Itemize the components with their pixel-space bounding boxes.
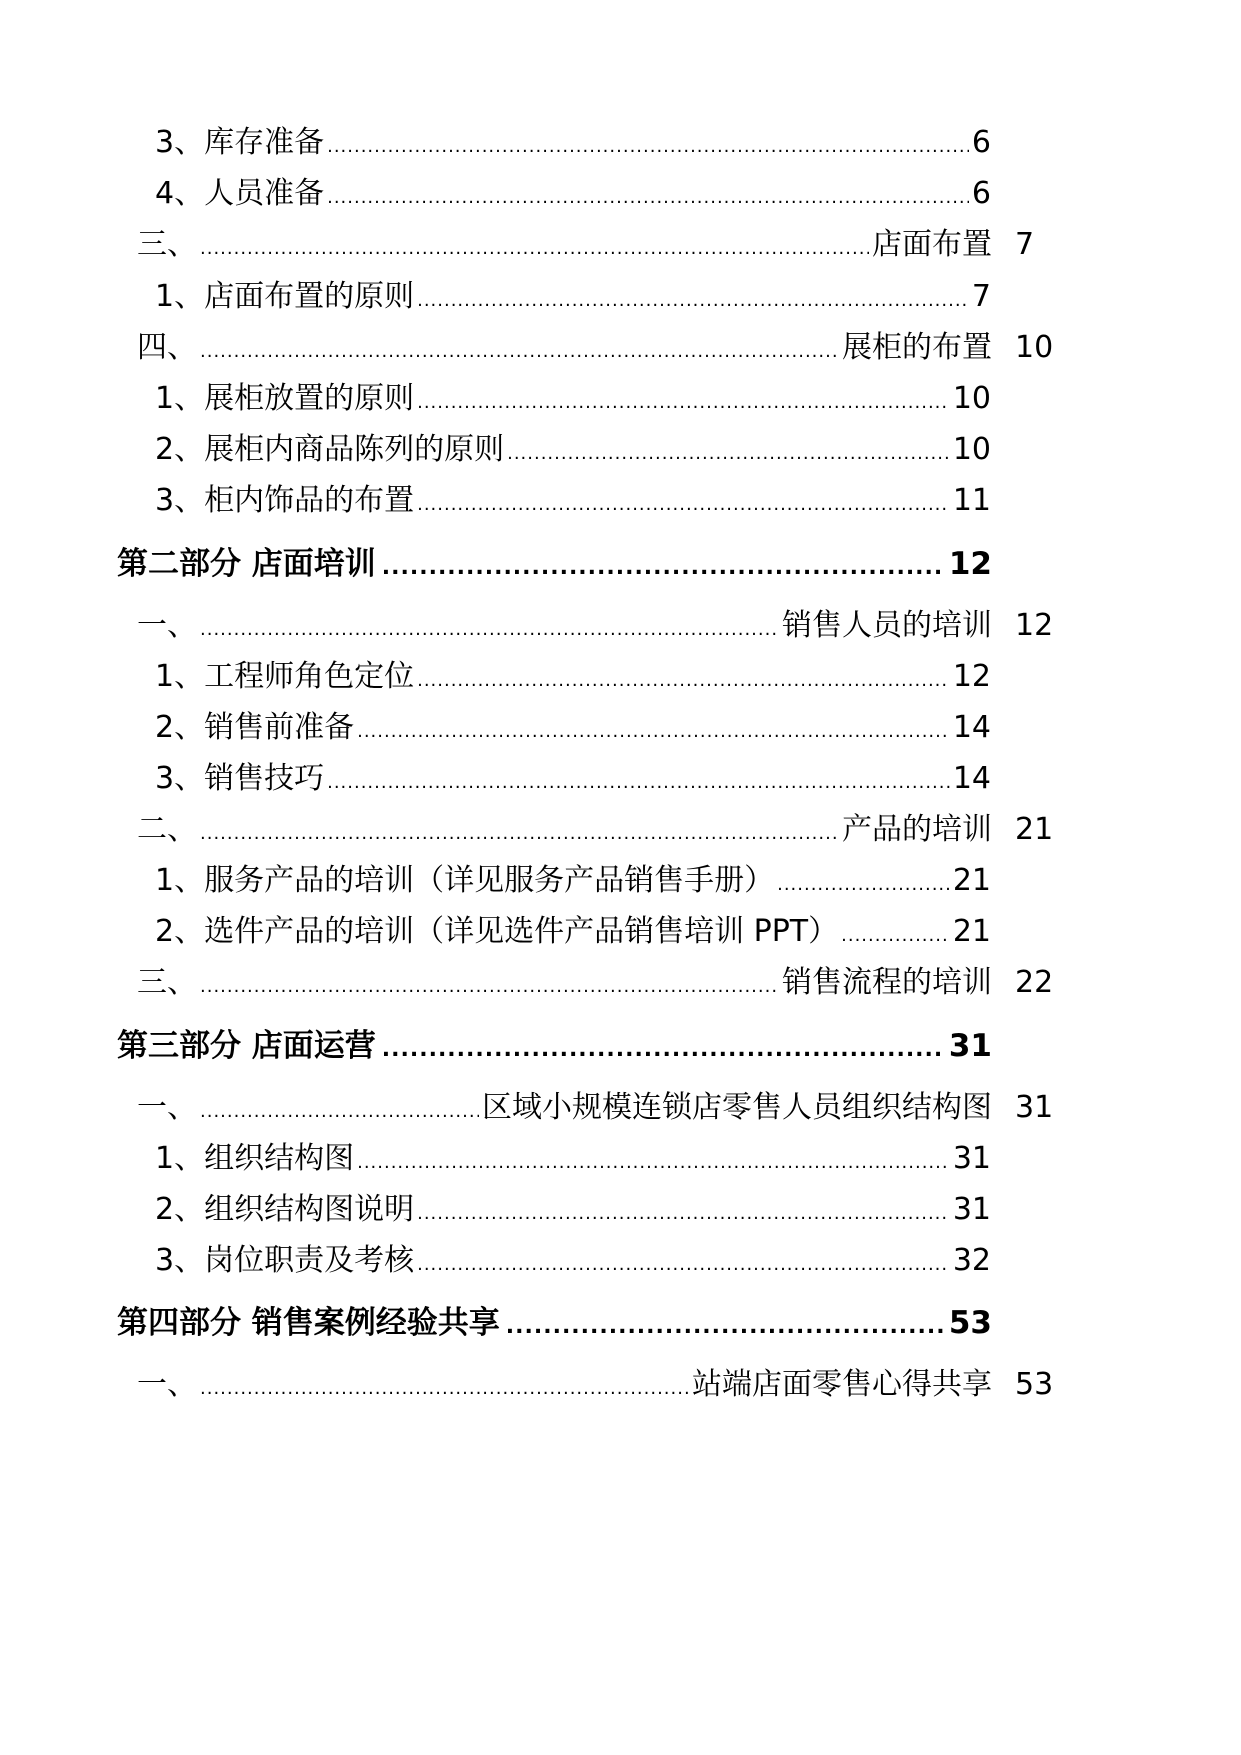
toc-entry-number: 3、 xyxy=(155,761,205,796)
toc-part-heading[interactable] xyxy=(117,546,992,582)
toc-entry[interactable] xyxy=(155,863,991,898)
toc-entry-title: 第四部分 销售案例经验共享 xyxy=(117,1305,500,1341)
toc-entry-number: 一、 xyxy=(137,608,197,643)
toc-entry-page: 7 xyxy=(1015,227,1035,262)
toc-entry-title: 站端店面零售心得共享 xyxy=(692,1367,992,1402)
toc-entry[interactable] xyxy=(155,483,991,518)
toc-entry[interactable] xyxy=(155,761,991,796)
toc-part-heading[interactable] xyxy=(117,1305,992,1341)
toc-entry-page-wrap xyxy=(1015,608,1054,643)
toc-entry-title: 组织结构图说明 xyxy=(204,1192,415,1227)
toc-entry-page: 31 xyxy=(952,1192,991,1227)
toc-entry-number: 2、 xyxy=(155,710,205,745)
toc-entry-page: 12 xyxy=(1015,608,1054,643)
toc-entry-title: 岗位职责及考核 xyxy=(204,1243,415,1278)
toc-entry-number: 1、 xyxy=(155,659,205,694)
toc-entry-title: 区域小规模连锁店零售人员组织结构图 xyxy=(482,1090,992,1125)
toc-entry-page: 7 xyxy=(971,279,991,314)
toc-entry-title: 第三部分 店面运营 xyxy=(117,1028,376,1064)
toc-entry-title: 展柜的布置 xyxy=(842,330,992,365)
toc-entry-title: 店面布置 xyxy=(872,227,992,262)
toc-entry-page: 31 xyxy=(952,1141,991,1176)
dot-leader xyxy=(417,292,969,310)
toc-entry-page: 6 xyxy=(971,125,991,160)
toc-entry[interactable] xyxy=(155,1192,991,1227)
dot-leader xyxy=(417,1256,950,1274)
dot-leader xyxy=(417,496,950,514)
dot-leader xyxy=(777,876,950,894)
toc-entry[interactable] xyxy=(155,432,991,467)
toc-entry-number: 一、 xyxy=(137,1367,197,1402)
toc-entry-page: 10 xyxy=(952,432,991,467)
toc-entry-page-wrap xyxy=(1015,1090,1054,1125)
toc-entry-page: 31 xyxy=(1015,1090,1054,1125)
toc-entry-page: 22 xyxy=(1015,965,1054,1000)
toc-entry[interactable] xyxy=(137,608,992,643)
dot-leader xyxy=(200,343,839,361)
toc-entry-number: 1、 xyxy=(155,863,205,898)
toc-entry-number: 一、 xyxy=(137,1090,197,1125)
toc-entry[interactable] xyxy=(137,330,992,365)
toc-entry-title: 展柜内商品陈列的原则 xyxy=(204,432,505,467)
toc-entry-number: 二、 xyxy=(137,812,197,847)
toc-entry-title: 工程师角色定位 xyxy=(204,659,415,694)
toc-entry[interactable] xyxy=(155,1243,991,1278)
toc-entry-title: 销售人员的培训 xyxy=(782,608,992,643)
dot-leader xyxy=(327,138,969,156)
toc-entry[interactable] xyxy=(155,1141,991,1176)
dot-leader xyxy=(357,1154,950,1172)
toc-entry-number: 三、 xyxy=(137,227,197,262)
dot-leader xyxy=(327,189,969,207)
toc-entry-number: 2、 xyxy=(155,1192,205,1227)
toc-entry-title: 人员准备 xyxy=(204,176,325,211)
dot-leader xyxy=(382,1039,943,1061)
toc-entry[interactable] xyxy=(137,1367,992,1402)
toc-entry[interactable] xyxy=(137,965,992,1000)
toc-entry[interactable] xyxy=(137,227,992,262)
dot-leader xyxy=(200,825,839,843)
dot-leader xyxy=(417,672,950,690)
dot-leader xyxy=(506,1316,943,1338)
toc-entry-number: 1、 xyxy=(155,279,205,314)
toc-entry-page: 53 xyxy=(1015,1367,1054,1402)
toc-entry-title: 销售前准备 xyxy=(204,710,355,745)
dot-leader xyxy=(200,240,869,258)
toc-entry-page: 14 xyxy=(952,761,991,796)
toc-entry-number: 四、 xyxy=(137,330,197,365)
toc-entry-page: 6 xyxy=(971,176,991,211)
dot-leader xyxy=(200,1103,479,1121)
toc-entry-page-wrap xyxy=(1015,1367,1054,1402)
toc-entry-page-wrap xyxy=(1015,330,1054,365)
toc-entry-title: 销售流程的培训 xyxy=(782,965,992,1000)
toc-entry-page: 11 xyxy=(952,483,991,518)
toc-entry[interactable] xyxy=(137,812,992,847)
dot-leader xyxy=(200,1380,689,1398)
toc-entry[interactable] xyxy=(155,279,991,314)
toc-entry-page-wrap xyxy=(1015,812,1054,847)
toc-entry-title: 销售技巧 xyxy=(204,761,325,796)
dot-leader xyxy=(417,1205,950,1223)
toc-entry-number: 2、 xyxy=(155,432,205,467)
dot-leader xyxy=(382,557,943,579)
dot-leader xyxy=(200,621,779,639)
dot-leader xyxy=(357,723,950,741)
dot-leader xyxy=(841,927,950,945)
toc-entry[interactable] xyxy=(137,1090,992,1125)
toc-entry-title: 柜内饰品的布置 xyxy=(204,483,415,518)
toc-entry-title: 产品的培训 xyxy=(842,812,992,847)
toc-entry-number: 4、 xyxy=(155,176,205,211)
toc-entry-title: 第二部分 店面培训 xyxy=(117,546,376,582)
dot-leader xyxy=(507,445,950,463)
toc-entry[interactable] xyxy=(155,125,991,160)
toc-entry-page: 21 xyxy=(952,863,991,898)
toc-entry-number: 2、 xyxy=(155,914,205,949)
toc-entry-page: 21 xyxy=(952,914,991,949)
toc-entry-number: 3、 xyxy=(155,483,205,518)
toc-entry-number: 3、 xyxy=(155,1243,205,1278)
toc-entry-title: 库存准备 xyxy=(204,125,325,160)
toc-entry-page-wrap xyxy=(1015,227,1035,262)
toc-entry-page: 21 xyxy=(1015,812,1054,847)
toc-entry-title: 店面布置的原则 xyxy=(204,279,415,314)
toc-entry-title: 服务产品的培训（详见服务产品销售手册） xyxy=(204,863,775,898)
toc-part-heading[interactable] xyxy=(117,1028,992,1064)
toc-entry-title: 选件产品的培训（详见选件产品销售培训 PPT） xyxy=(204,914,839,949)
toc-entry[interactable] xyxy=(155,659,991,694)
toc-entry-page: 10 xyxy=(1015,330,1054,365)
toc-entry-page-wrap xyxy=(1015,965,1054,1000)
toc-entry-page: 10 xyxy=(952,381,991,416)
toc-entry[interactable] xyxy=(155,710,991,745)
toc-entry[interactable] xyxy=(155,914,991,949)
toc-entry[interactable] xyxy=(155,176,991,211)
toc-entry-page: 53 xyxy=(948,1305,992,1341)
toc-entry-number: 3、 xyxy=(155,125,205,160)
toc-entry-number: 1、 xyxy=(155,1141,205,1176)
dot-leader xyxy=(327,774,950,792)
toc-entry-page: 12 xyxy=(952,659,991,694)
dot-leader xyxy=(200,978,779,996)
toc-entry-number: 1、 xyxy=(155,381,205,416)
toc-entry[interactable] xyxy=(155,381,991,416)
toc-entry-page: 32 xyxy=(952,1243,991,1278)
toc-entry-page: 31 xyxy=(948,1028,992,1064)
toc-entry-page: 14 xyxy=(952,710,991,745)
toc-entry-number: 三、 xyxy=(137,965,197,1000)
toc-entry-page: 12 xyxy=(948,546,992,582)
dot-leader xyxy=(417,394,950,412)
toc-entry-title: 展柜放置的原则 xyxy=(204,381,415,416)
toc-entry-title: 组织结构图 xyxy=(204,1141,355,1176)
